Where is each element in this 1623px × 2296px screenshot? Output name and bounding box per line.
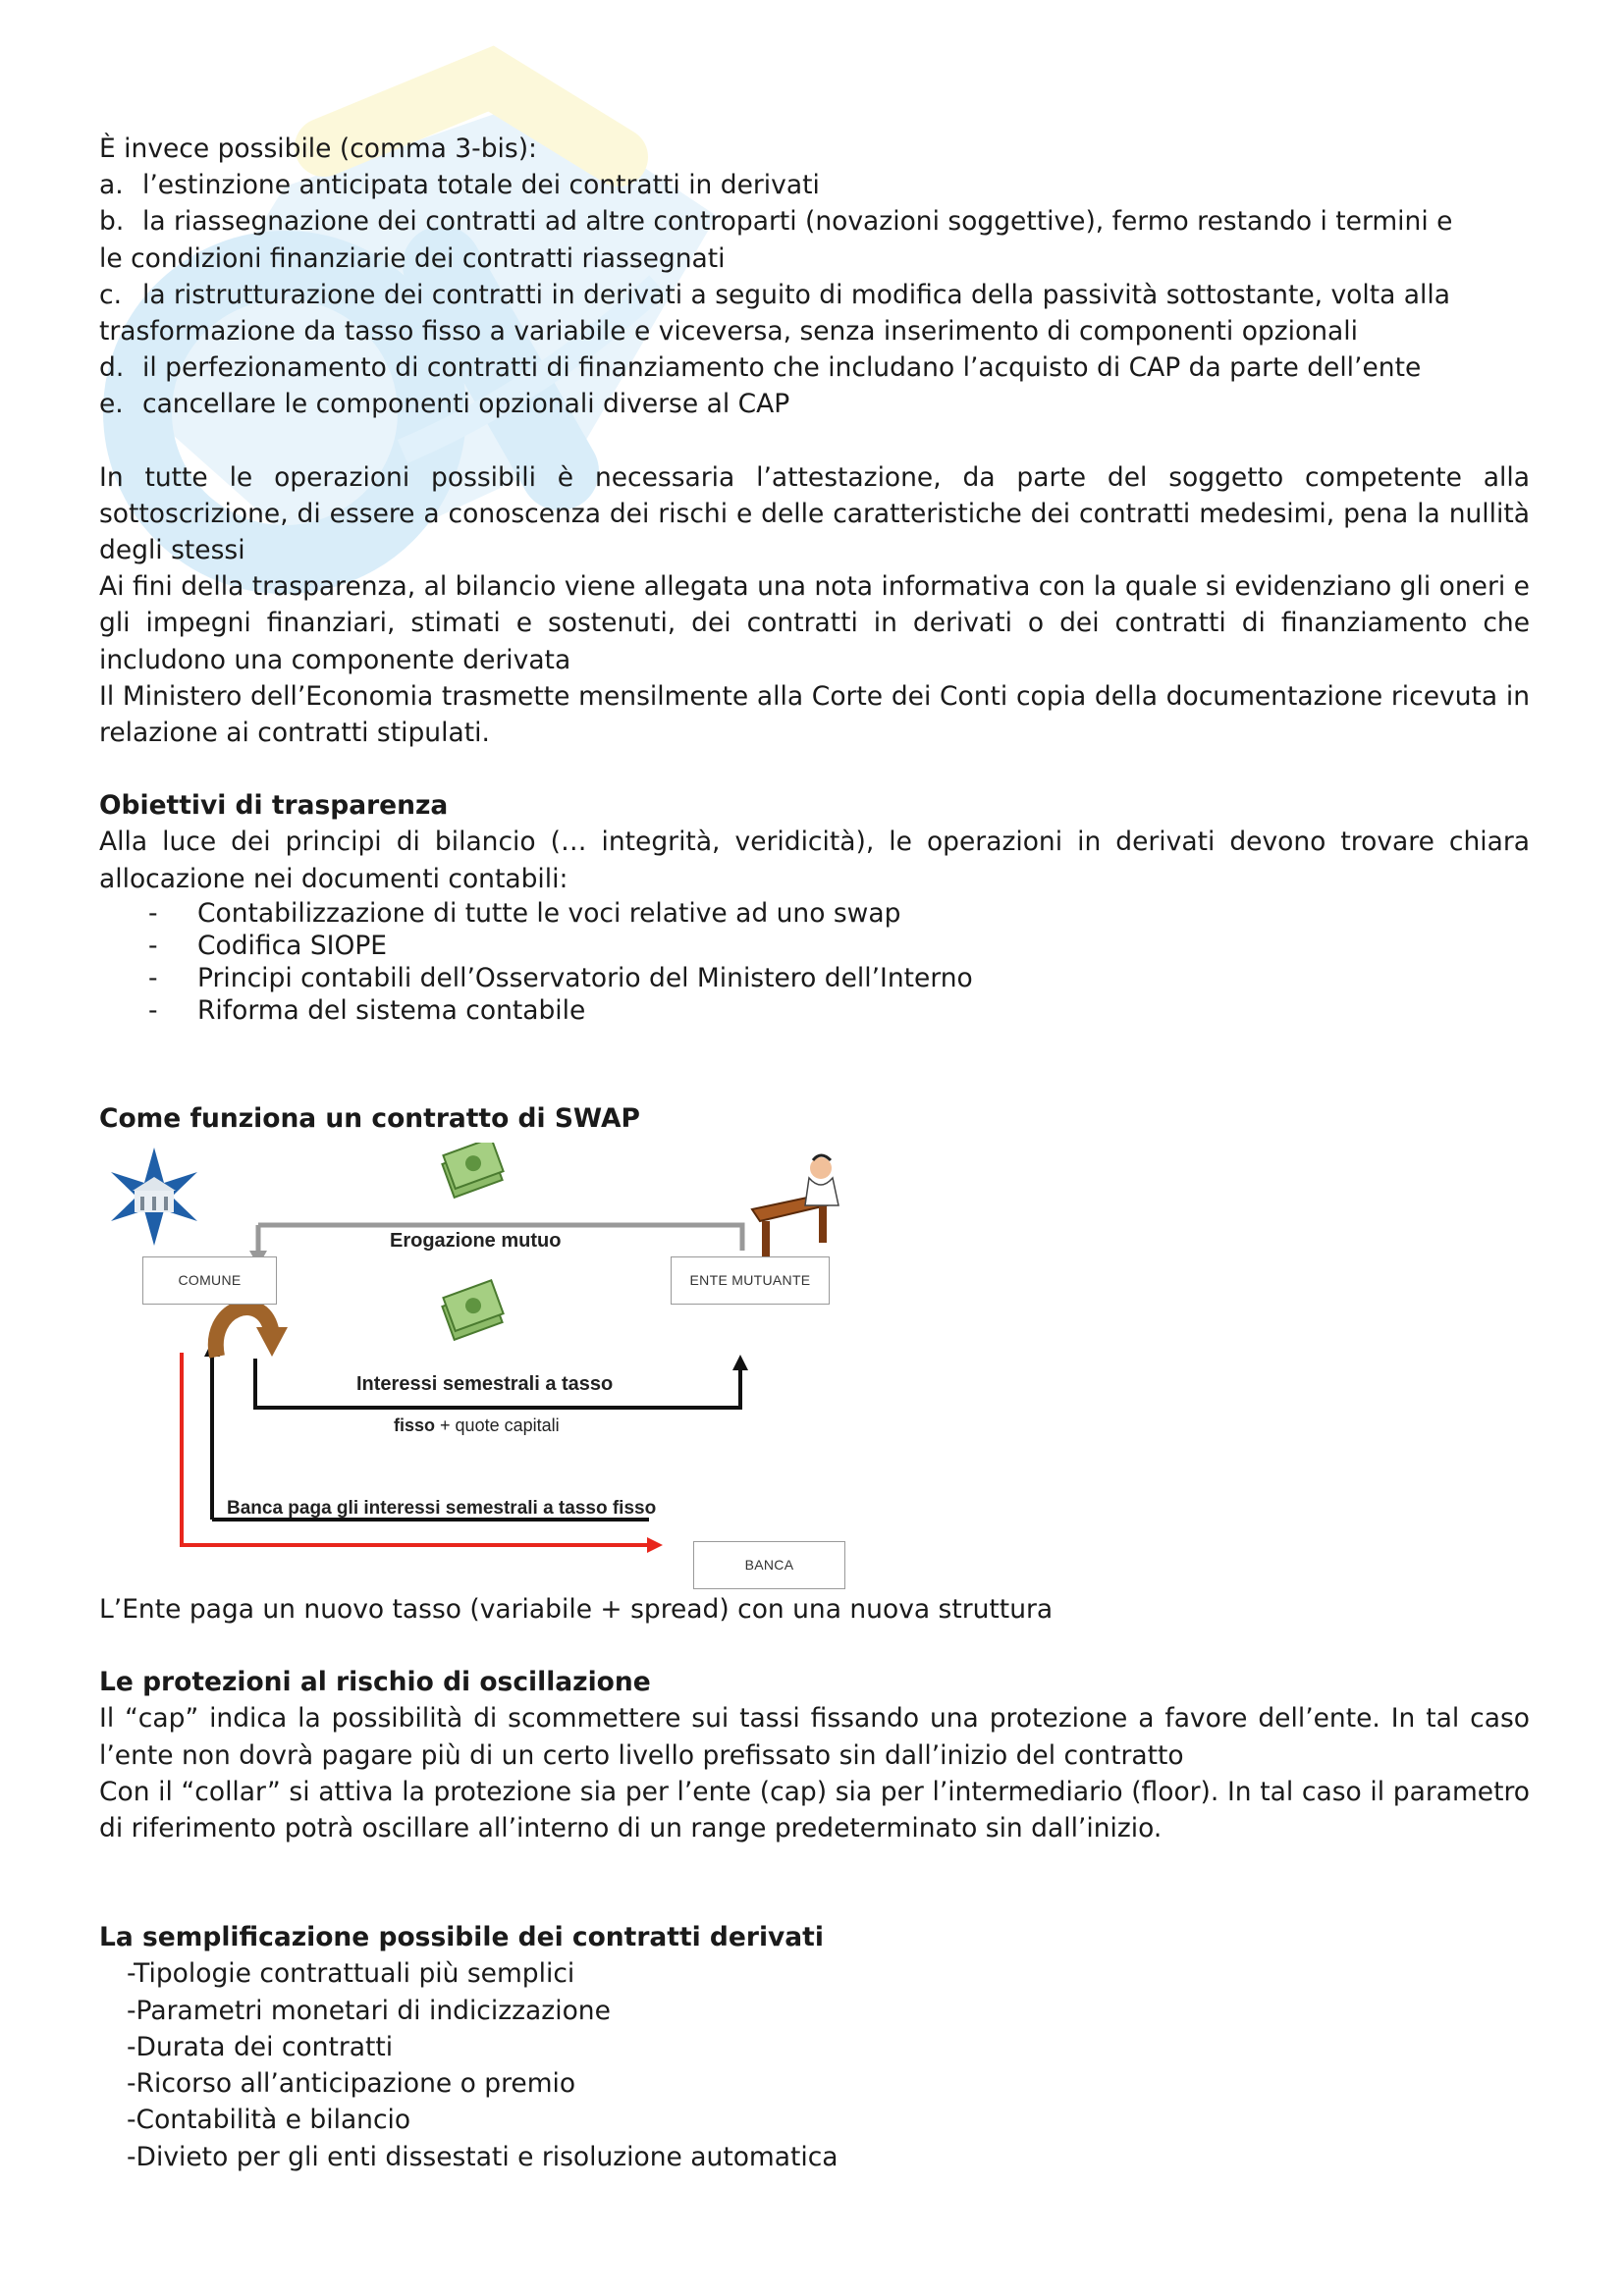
list-marker: d.: [99, 352, 125, 384]
paragraph: Alla luce dei principi di bilancio (… integrità, veridicità), le operazioni in derivati devono trovare chiara allocazione nei documenti contabili:: [99, 827, 1530, 894]
list-text: la ristrutturazione dei contratti in derivati a seguito di modifica della passività sottostante, volta alla: [142, 279, 1451, 310]
bullet-text: Codifica SIOPE: [197, 930, 388, 961]
paragraph: Ai fini della trasparenza, al bilancio viene allegata una nota informativa con la quale si evidenziano gli oneri e gli impegni finanziari, stimati e sostenuti, dei contratti in derivati o dei contratti di finanziamento che includono una componente derivata: [99, 571, 1530, 675]
simplification-item: -Durata dei contratti: [127, 2031, 394, 2062]
paragraph: In tutte le operazioni possibili è necessaria l’attestazione, da parte del soggetto competente alla sottoscrizione, di essere a conoscenza dei rischi e delle caratteristiche dei contratti medesimi, pena la nullità degli stessi: [99, 461, 1530, 566]
transparency-section: [99, 787, 1530, 1027]
section-heading: La semplificazione possibile dei contratti derivati: [99, 1922, 824, 1953]
bank-pays-label: Banca paga gli interessi semestrali a tasso fisso: [227, 1498, 657, 1520]
attestation-section: [99, 459, 1530, 752]
list-item: [99, 277, 1530, 313]
simplification-item: -Parametri monetari di indicizzazione: [127, 1995, 611, 2026]
simplification-item: -Divieto per gli enti dissestati e risoluzione automatica: [127, 2141, 839, 2172]
erogazione-label: Erogazione mutuo: [390, 1230, 562, 1253]
comune-box: COMUNE: [142, 1256, 277, 1305]
section-heading: Obiettivi di trasparenza: [99, 790, 449, 822]
paragraph: Il Ministero dell’Economia trasmette mensilmente alla Corte dei Conti copia della documentazione ricevuta in relazione ai contratti stipulati.: [99, 680, 1530, 749]
simplification-item: -Tipologie contrattuali più semplici: [127, 1958, 575, 1990]
list-continuation: le condizioni finanziarie dei contratti riassegnati: [99, 242, 726, 274]
interessi-sub-label: [394, 1408, 560, 1444]
dash-marker: -: [148, 930, 158, 961]
bullet-item: [99, 962, 1530, 994]
banca-box: BANCA: [693, 1541, 845, 1589]
list-item: [99, 167, 1530, 203]
list-item: [99, 349, 1530, 386]
bullet-text: Riforma del sistema contabile: [197, 994, 586, 1026]
list-continuation: trasformazione da tasso fisso a variabile e viceversa, senza inserimento di componenti opzionali: [99, 316, 1358, 347]
list-text: l’estinzione anticipata totale dei contratti in derivati: [142, 170, 820, 201]
municipality-star-icon: [111, 1148, 197, 1246]
paragraph: Il “cap” indica la possibilità di scommettere sui tassi fissando una protezione a favore dell’ente. In tal caso l’ente non dovrà pagare più di un certo livello prefissato sin dall’inizio del contratto: [99, 1703, 1530, 1771]
interest-arrowhead: [732, 1355, 748, 1370]
bullet-text: Principi contabili dell’Osservatorio del Ministero dell’Interno: [197, 962, 973, 993]
intro-lead: È invece possibile (comma 3-bis):: [99, 133, 537, 164]
fisso-label: fisso: [394, 1415, 436, 1436]
swap-caption: L’Ente paga un nuovo tasso (variabile + spread) con una nuova struttura: [99, 1594, 1054, 1626]
paragraph: Con il “collar” si attiva la protezione sia per l’ente (cap) sia per l’intermediario (floor). In tal caso il parametro di riferimento potrà oscillare all’interno di un range predeterminato sin dall’inizio.: [99, 1776, 1530, 1844]
simplification-item: -Ricorso all’anticipazione o premio: [127, 2068, 576, 2100]
list-text: cancellare le componenti opzionali diverse al CAP: [142, 389, 790, 420]
protections-section: [99, 1664, 1530, 1846]
list-marker: c.: [99, 279, 122, 310]
money-stack-icon: [440, 1280, 507, 1339]
list-item: [99, 203, 1530, 240]
bullet-item: [99, 897, 1530, 930]
interessi-label: Interessi semestrali a tasso: [356, 1373, 614, 1396]
section-heading: Le protezioni al rischio di oscillazione: [99, 1667, 651, 1698]
section-heading: Come funziona un contratto di SWAP: [99, 1102, 640, 1134]
bullet-item: [99, 994, 1530, 1027]
variable-rate-arrowhead: [647, 1537, 663, 1553]
bullet-text: Contabilizzazione di tutte le voci relative ad uno swap: [197, 897, 901, 929]
list-marker: b.: [99, 206, 125, 238]
bullet-item: [99, 930, 1530, 962]
dash-marker: -: [148, 994, 158, 1026]
list-marker: a.: [99, 170, 124, 201]
quote-label: + quote capitali: [440, 1415, 560, 1436]
intro-section: [99, 131, 1530, 423]
simplification-section: [99, 1919, 1530, 2174]
simplification-item: -Contabilità e bilancio: [127, 2105, 411, 2136]
list-text: la riassegnazione dei contratti ad altre controparti (novazioni soggettive), fermo restando i termini e: [142, 206, 1453, 238]
document-page: [99, 131, 1530, 2175]
swap-diagram: [99, 1143, 1081, 1589]
dash-marker: -: [148, 897, 158, 929]
money-stack-icon: [440, 1143, 507, 1198]
list-marker: e.: [99, 389, 124, 420]
dash-marker: -: [148, 962, 158, 993]
swap-section: [99, 1100, 1530, 1628]
ente-mutuante-box: ENTE MUTUANTE: [671, 1256, 830, 1305]
list-text: il perfezionamento di contratti di finanziamento che includano l’acquisto di CAP da parte dell’ente: [142, 352, 1422, 384]
list-item: [99, 386, 1530, 422]
lender-desk-icon: [752, 1155, 839, 1258]
